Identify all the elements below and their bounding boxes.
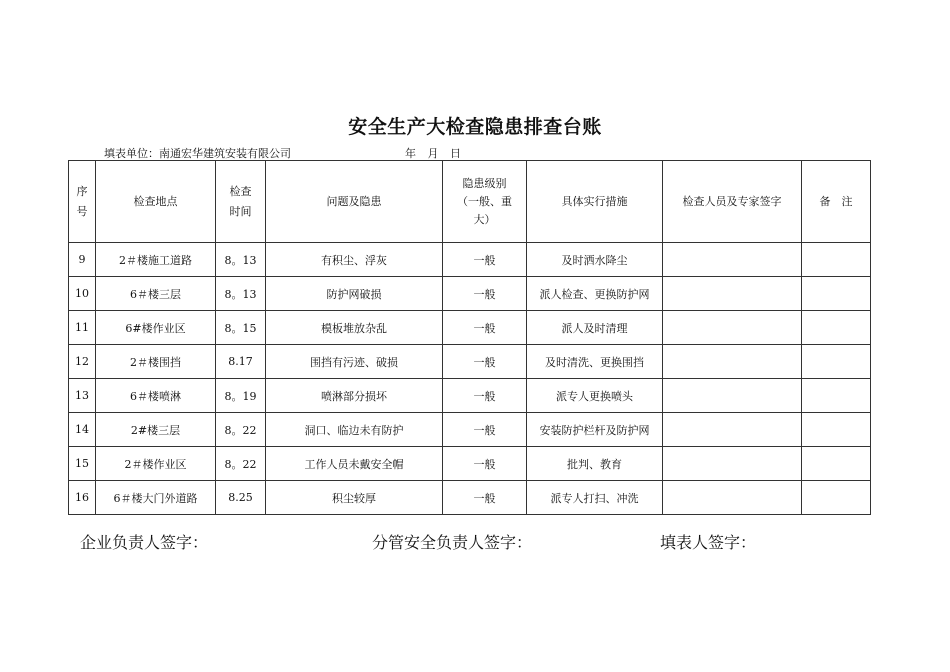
cell-remark <box>802 481 871 515</box>
cell-signature <box>663 481 802 515</box>
cell-measure: 及时洒水降尘 <box>527 243 663 277</box>
cell-remark <box>802 379 871 413</box>
document-title: 安全生产大检查隐患排查台账 <box>348 116 602 138</box>
cell-level: 一般 <box>443 413 527 447</box>
table-row <box>69 413 871 447</box>
header-measure: 具体实行措施 <box>527 161 663 243</box>
table-row <box>69 379 871 413</box>
cell-measure: 派人检查、更换防护网 <box>527 277 663 311</box>
cell-level: 一般 <box>443 379 527 413</box>
fill-unit: 填表单位：南通宏华建筑安装有限公司 <box>104 147 291 160</box>
header-location: 检查地点 <box>96 161 216 243</box>
cell-time: 8。22 <box>216 447 266 481</box>
cell-issue: 防护网破损 <box>266 277 443 311</box>
cell-issue: 积尘较厚 <box>266 481 443 515</box>
header-time: 检查 时间 <box>216 161 266 243</box>
filler-signature-label: 填表人签字： <box>660 533 757 552</box>
cell-time: 8.25 <box>216 481 266 515</box>
cell-time: 8。15 <box>216 311 266 345</box>
cell-issue: 喷淋部分损坏 <box>266 379 443 413</box>
cell-remark <box>802 447 871 481</box>
cell-measure: 派人及时清理 <box>527 311 663 345</box>
cell-no: 12 <box>69 345 96 379</box>
cell-no: 13 <box>69 379 96 413</box>
cell-location: 2＃楼施工道路 <box>96 243 216 277</box>
header-signature: 检查人员及专家签字 <box>663 161 802 243</box>
header-remark: 备 注 <box>802 161 871 243</box>
cell-remark <box>802 277 871 311</box>
table-row <box>69 481 871 515</box>
cell-issue: 模板堆放杂乱 <box>266 311 443 345</box>
cell-remark <box>802 345 871 379</box>
cell-measure: 及时清洗、更换围挡 <box>527 345 663 379</box>
cell-level: 一般 <box>443 277 527 311</box>
header-no: 序 号 <box>69 161 96 243</box>
cell-location: 6＃楼大门外道路 <box>96 481 216 515</box>
cell-signature <box>663 277 802 311</box>
cell-location: 6#楼作业区 <box>96 311 216 345</box>
cell-level: 一般 <box>443 345 527 379</box>
cell-no: 14 <box>69 413 96 447</box>
table-row <box>69 311 871 345</box>
cell-no: 15 <box>69 447 96 481</box>
cell-measure: 批判、教育 <box>527 447 663 481</box>
table-header-row <box>69 161 871 243</box>
cell-location: 2＃楼围挡 <box>96 345 216 379</box>
table-row <box>69 277 871 311</box>
enterprise-signature-label: 企业负责人签字： <box>80 533 209 552</box>
cell-signature <box>663 345 802 379</box>
cell-remark <box>802 243 871 277</box>
cell-location: 2＃楼作业区 <box>96 447 216 481</box>
cell-level: 一般 <box>443 311 527 345</box>
cell-no: 16 <box>69 481 96 515</box>
cell-measure: 派专人打扫、冲洗 <box>527 481 663 515</box>
cell-signature <box>663 243 802 277</box>
hazard-ledger-table <box>68 160 871 515</box>
table-row <box>69 447 871 481</box>
cell-location: 2#楼三层 <box>96 413 216 447</box>
cell-issue: 洞口、临边未有防护 <box>266 413 443 447</box>
cell-no: 9 <box>69 243 96 277</box>
cell-remark <box>802 413 871 447</box>
cell-measure: 安装防护栏杆及防护网 <box>527 413 663 447</box>
cell-time: 8。19 <box>216 379 266 413</box>
cell-signature <box>663 379 802 413</box>
cell-level: 一般 <box>443 481 527 515</box>
safety-signature-label: 分管安全负责人签字： <box>372 533 533 552</box>
cell-issue: 有积尘、浮灰 <box>266 243 443 277</box>
cell-issue: 围挡有污迹、破损 <box>266 345 443 379</box>
cell-time: 8。22 <box>216 413 266 447</box>
cell-location: 6＃楼喷淋 <box>96 379 216 413</box>
cell-time: 8。13 <box>216 243 266 277</box>
cell-level: 一般 <box>443 243 527 277</box>
cell-signature <box>663 311 802 345</box>
table-row <box>69 243 871 277</box>
table-row <box>69 345 871 379</box>
cell-remark <box>802 311 871 345</box>
date-line: 年 月 日 <box>405 147 461 160</box>
cell-measure: 派专人更换喷头 <box>527 379 663 413</box>
cell-time: 8。13 <box>216 277 266 311</box>
cell-level: 一般 <box>443 447 527 481</box>
cell-location: 6＃楼三层 <box>96 277 216 311</box>
header-level: 隐患级别 （一般、重 大） <box>443 161 527 243</box>
cell-no: 11 <box>69 311 96 345</box>
cell-time: 8.17 <box>216 345 266 379</box>
cell-signature <box>663 413 802 447</box>
header-issue: 问题及隐患 <box>266 161 443 243</box>
cell-issue: 工作人员未戴安全帽 <box>266 447 443 481</box>
cell-no: 10 <box>69 277 96 311</box>
cell-signature <box>663 447 802 481</box>
